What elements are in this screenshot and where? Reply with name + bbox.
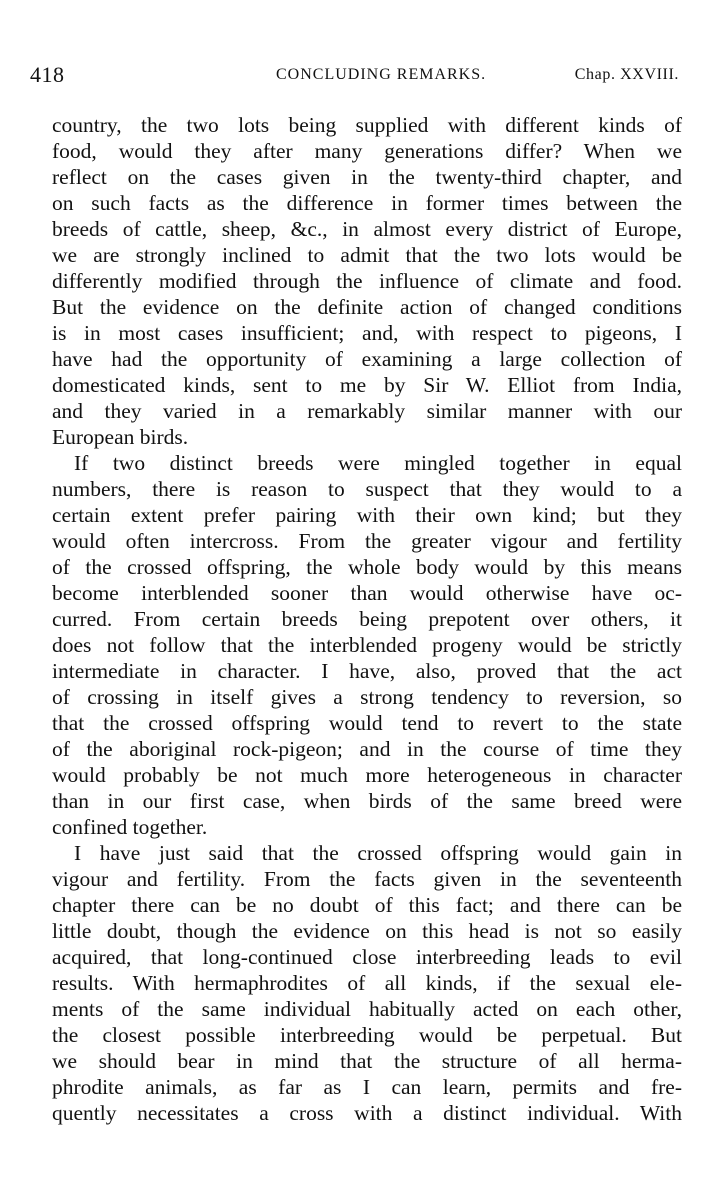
- text-line: we are strongly inclined to admit that the two lots would be: [52, 243, 682, 267]
- paragraph: [52, 450, 682, 840]
- body-text: [52, 112, 682, 1126]
- text-line: reflect on the cases given in the twenty-third chapter, and: [52, 165, 682, 189]
- text-line: would probably be not much more heterogeneous in character: [52, 763, 682, 787]
- text-line: the closest possible interbreeding would be perpetual. But: [52, 1023, 682, 1047]
- text-line: European birds.: [52, 425, 189, 449]
- text-line: little doubt, though the evidence on this head is not so easily: [52, 919, 682, 943]
- text-line: would often intercross. From the greater vigour and fertility: [52, 529, 682, 553]
- text-line: that the crossed offspring would tend to revert to the state: [52, 711, 682, 735]
- text-line: is in most cases insufficient; and, with respect to pigeons, I: [52, 321, 682, 345]
- paragraph: [52, 840, 682, 1126]
- text-line: acquired, that long-continued close interbreeding leads to evil: [52, 945, 682, 969]
- running-head: [30, 62, 679, 88]
- text-line: curred. From certain breeds being prepotent over others, it: [52, 607, 682, 631]
- text-line: does not follow that the interblended progeny would be strictly: [52, 633, 682, 657]
- page-number: 418: [30, 62, 65, 87]
- text-line: domesticated kinds, sent to me by Sir W. Elliot from India,: [52, 373, 682, 397]
- text-line: have had the opportunity of examining a large collection of: [52, 347, 682, 371]
- text-line: breeds of cattle, sheep, &c., in almost every district of Europe,: [52, 217, 682, 241]
- text-line: and they varied in a remarkably similar manner with our: [52, 399, 682, 423]
- text-line: If two distinct breeds were mingled together in equal: [74, 451, 682, 475]
- text-line: we should bear in mind that the structure of all herma-: [52, 1049, 682, 1073]
- text-line: confined together.: [52, 815, 208, 839]
- text-line: food, would they after many generations differ? When we: [52, 139, 682, 163]
- text-line: differently modified through the influence of climate and food.: [52, 269, 682, 293]
- chapter-label: Chap. XXVIII.: [574, 66, 679, 83]
- text-line: quently necessitates a cross with a distinct individual. With: [52, 1101, 682, 1125]
- text-line: ments of the same individual habitually acted on each other,: [52, 997, 682, 1021]
- text-line: But the evidence on the definite action of changed conditions: [52, 295, 682, 319]
- text-line: results. With hermaphrodites of all kinds, if the sexual ele-: [52, 971, 682, 995]
- text-line: I have just said that the crossed offspring would gain in: [74, 841, 682, 865]
- text-line: intermediate in character. I have, also, proved that the act: [52, 659, 682, 683]
- text-line: certain extent prefer pairing with their own kind; but they: [52, 503, 682, 527]
- text-line: become interblended sooner than would otherwise have oc-: [52, 581, 682, 605]
- text-line: than in our first case, when birds of the same breed were: [52, 789, 682, 813]
- running-title: CONCLUDING REMARKS.: [276, 66, 487, 83]
- text-line: numbers, there is reason to suspect that they would to a: [52, 477, 682, 501]
- text-line: of the aboriginal rock-pigeon; and in the course of time they: [52, 737, 682, 761]
- text-line: chapter there can be no doubt of this fact; and there can be: [52, 893, 682, 917]
- text-line: country, the two lots being supplied with different kinds of: [52, 113, 682, 137]
- text-line: vigour and fertility. From the facts given in the seventeenth: [52, 867, 682, 891]
- text-line: on such facts as the difference in former times between the: [52, 191, 682, 215]
- text-line: of crossing in itself gives a strong tendency to reversion, so: [52, 685, 682, 709]
- text-line: phrodite animals, as far as I can learn, permits and fre-: [52, 1075, 682, 1099]
- text-line: of the crossed offspring, the whole body would by this means: [52, 555, 682, 579]
- paragraph: [52, 112, 682, 450]
